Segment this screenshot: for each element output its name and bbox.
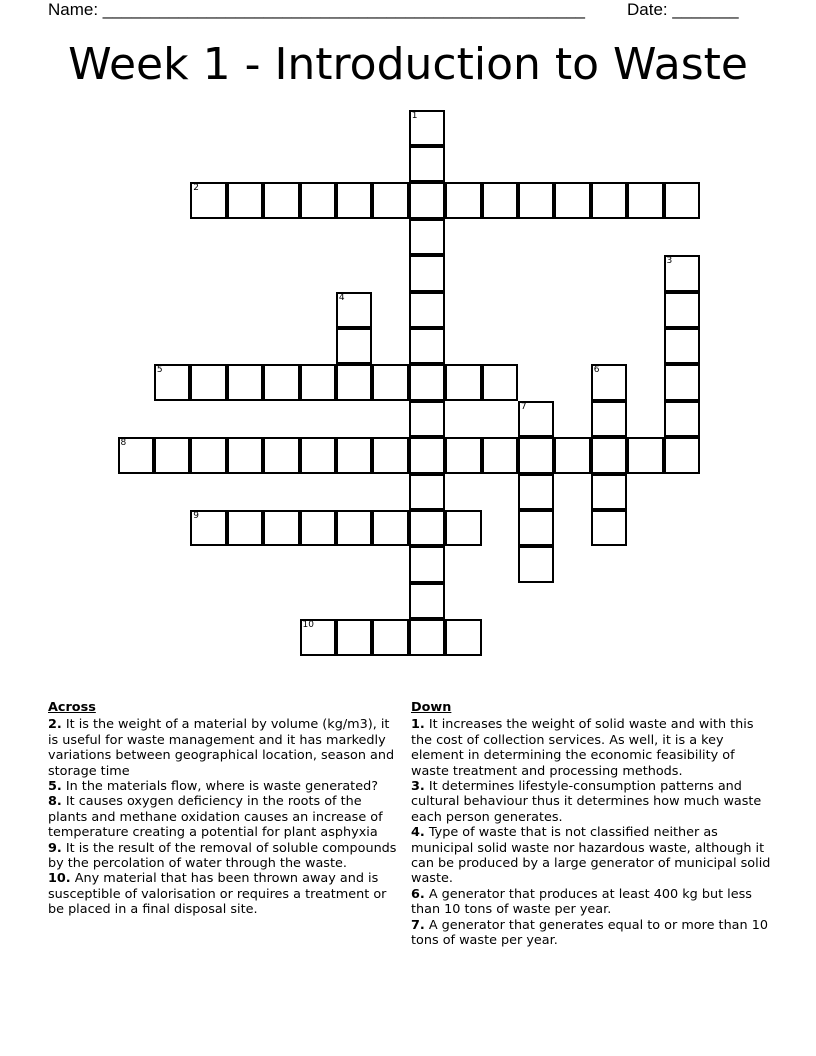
- cell-clue-number: 4: [338, 292, 345, 303]
- clue-number: 4.: [411, 825, 425, 841]
- clue-number: 5.: [48, 779, 62, 795]
- down-clue-list: [411, 717, 773, 948]
- crossword-cell[interactable]: [227, 437, 264, 474]
- clue-number: 6.: [411, 886, 425, 902]
- crossword-cell[interactable]: [372, 619, 409, 656]
- crossword-cell[interactable]: [336, 437, 373, 474]
- crossword-cell[interactable]: [336, 619, 373, 656]
- across-clue: [48, 779, 400, 794]
- crossword-cell[interactable]: [300, 182, 337, 219]
- crossword-cell[interactable]: [409, 474, 446, 511]
- crossword-cell[interactable]: [518, 510, 555, 547]
- clue-text: It is the result of the removal of soluble compounds by the percolation of water through the waste.: [48, 840, 397, 872]
- down-clues: [411, 700, 773, 949]
- date-field-label[interactable]: Date: _______: [627, 0, 739, 19]
- crossword-cell[interactable]: [627, 182, 664, 219]
- crossword-cell[interactable]: [190, 182, 227, 219]
- down-clue: [411, 918, 773, 949]
- crossword-cell[interactable]: [409, 437, 446, 474]
- page-title: Week 1 - Introduction to Waste: [68, 39, 748, 90]
- crossword-cell[interactable]: [591, 401, 628, 438]
- crossword-cell[interactable]: [372, 182, 409, 219]
- crossword-cell[interactable]: [409, 255, 446, 292]
- crossword-cell[interactable]: [336, 182, 373, 219]
- cell-clue-number: 10: [302, 620, 314, 631]
- crossword-cell[interactable]: [263, 510, 300, 547]
- cell-clue-number: 6: [593, 365, 600, 376]
- crossword-cell[interactable]: [518, 182, 555, 219]
- crossword-cell[interactable]: [554, 182, 591, 219]
- clue-text: It increases the weight of solid waste and with this the cost of collection services. As well, it is a key element in determining the economic feasibility of waste treatment and processing methods.: [411, 717, 754, 779]
- clue-number: 1.: [411, 717, 425, 733]
- crossword-cell[interactable]: [591, 364, 628, 401]
- crossword-cell[interactable]: [372, 510, 409, 547]
- clue-number: 2.: [48, 717, 62, 733]
- crossword-cell[interactable]: [664, 255, 701, 292]
- crossword-cell[interactable]: [591, 182, 628, 219]
- across-heading: Across: [48, 700, 96, 715]
- cell-clue-number: 3: [666, 256, 673, 267]
- crossword-cell[interactable]: [190, 510, 227, 547]
- across-clue: [48, 794, 400, 840]
- across-clues: [48, 700, 400, 918]
- crossword-cell[interactable]: [445, 437, 482, 474]
- down-clue: [411, 825, 773, 887]
- crossword-cell[interactable]: [409, 146, 446, 183]
- crossword-cell[interactable]: [591, 510, 628, 547]
- crossword-cell[interactable]: [518, 474, 555, 511]
- across-clue: [48, 841, 400, 872]
- crossword-cell[interactable]: [591, 437, 628, 474]
- crossword-cell[interactable]: [409, 546, 446, 583]
- crossword-cell[interactable]: [227, 510, 264, 547]
- crossword-cell[interactable]: [445, 182, 482, 219]
- crossword-cell[interactable]: [518, 401, 555, 438]
- across-clue: [48, 717, 400, 779]
- crossword-cell[interactable]: [118, 437, 155, 474]
- cell-clue-number: 5: [156, 365, 163, 376]
- crossword-cell[interactable]: [445, 364, 482, 401]
- crossword-cell[interactable]: [300, 510, 337, 547]
- crossword-cell[interactable]: [263, 182, 300, 219]
- crossword-cell[interactable]: [300, 619, 337, 656]
- across-clue: [48, 871, 400, 917]
- crossword-cell[interactable]: [482, 364, 519, 401]
- crossword-cell[interactable]: [372, 437, 409, 474]
- cell-clue-number: 2: [193, 183, 200, 194]
- crossword-cell[interactable]: [154, 364, 191, 401]
- crossword-cell[interactable]: [518, 437, 555, 474]
- crossword-cell[interactable]: [336, 510, 373, 547]
- clue-text: In the materials flow, where is waste generated?: [65, 779, 378, 795]
- down-clue: [411, 779, 773, 825]
- crossword-cell[interactable]: [409, 364, 446, 401]
- crossword-cell[interactable]: [190, 364, 227, 401]
- crossword-cell[interactable]: [409, 292, 446, 329]
- across-clue-list: [48, 717, 400, 917]
- crossword-cell[interactable]: [409, 182, 446, 219]
- crossword-cell[interactable]: [409, 328, 446, 365]
- cell-clue-number: 8: [120, 438, 127, 449]
- crossword-cell[interactable]: [409, 583, 446, 620]
- down-clue: [411, 717, 773, 779]
- crossword-cell[interactable]: [591, 474, 628, 511]
- crossword-cell[interactable]: [482, 182, 519, 219]
- crossword-cell[interactable]: [664, 437, 701, 474]
- clue-text: A generator that produces at least 400 kg but less than 10 tons of waste per year.: [411, 886, 752, 918]
- clue-number: 7.: [411, 917, 425, 933]
- crossword-cell[interactable]: [664, 401, 701, 438]
- clue-number: 9.: [48, 840, 62, 856]
- crossword-cell[interactable]: [300, 364, 337, 401]
- crossword-cell[interactable]: [336, 328, 373, 365]
- cell-clue-number: 1: [411, 110, 418, 121]
- crossword-cell[interactable]: [518, 546, 555, 583]
- clue-text: Any material that has been thrown away and is susceptible of valorisation or requires a treatment or be placed in a final disposal site.: [48, 871, 387, 918]
- clue-number: 3.: [411, 779, 425, 795]
- crossword-cell[interactable]: [409, 510, 446, 547]
- crossword-cell[interactable]: [336, 364, 373, 401]
- crossword-cell[interactable]: [227, 182, 264, 219]
- crossword-cell[interactable]: [190, 437, 227, 474]
- crossword-cell[interactable]: [409, 401, 446, 438]
- crossword-cell[interactable]: [445, 619, 482, 656]
- crossword-cell[interactable]: [154, 437, 191, 474]
- crossword-cell[interactable]: [554, 437, 591, 474]
- crossword-cell[interactable]: [409, 110, 446, 147]
- crossword-cell[interactable]: [409, 619, 446, 656]
- clue-text: It determines lifestyle-consumption patterns and cultural behaviour thus it determines how much waste each person generates.: [411, 779, 762, 825]
- crossword-cell[interactable]: [336, 292, 373, 329]
- clue-text: It is the weight of a material by volume (kg/m3), it is useful for waste management and it has markedly variations between geographical location, season and storage time: [48, 717, 395, 779]
- clue-text: A generator that generates equal to or more than 10 tons of waste per year.: [411, 917, 768, 949]
- crossword-cell[interactable]: [664, 292, 701, 329]
- name-field-label[interactable]: Name: ___________________________________________________: [48, 0, 585, 19]
- down-heading: Down: [411, 700, 452, 715]
- cell-clue-number: 9: [193, 510, 200, 521]
- clue-number: 8.: [48, 794, 62, 810]
- clue-text: Type of waste that is not classified neither as municipal solid waste nor hazardous waste, although it can be produced by a large generator of municipal solid waste.: [411, 825, 771, 887]
- crossword-cell[interactable]: [300, 437, 337, 474]
- crossword-cell[interactable]: [664, 364, 701, 401]
- clue-text: It causes oxygen deficiency in the roots of the plants and methane oxidation causes an increase of temperature creating a potential for plant asphyxia: [48, 794, 383, 841]
- crossword-cell[interactable]: [664, 182, 701, 219]
- crossword-cell[interactable]: [627, 437, 664, 474]
- crossword-cell[interactable]: [445, 510, 482, 547]
- down-clue: [411, 887, 773, 918]
- crossword-cell[interactable]: [664, 328, 701, 365]
- crossword-cell[interactable]: [482, 437, 519, 474]
- clue-number: 10.: [48, 871, 71, 887]
- crossword-cell[interactable]: [409, 219, 446, 256]
- cell-clue-number: 7: [520, 401, 527, 412]
- crossword-cell[interactable]: [227, 364, 264, 401]
- crossword-cell[interactable]: [372, 364, 409, 401]
- crossword-cell[interactable]: [263, 437, 300, 474]
- crossword-cell[interactable]: [263, 364, 300, 401]
